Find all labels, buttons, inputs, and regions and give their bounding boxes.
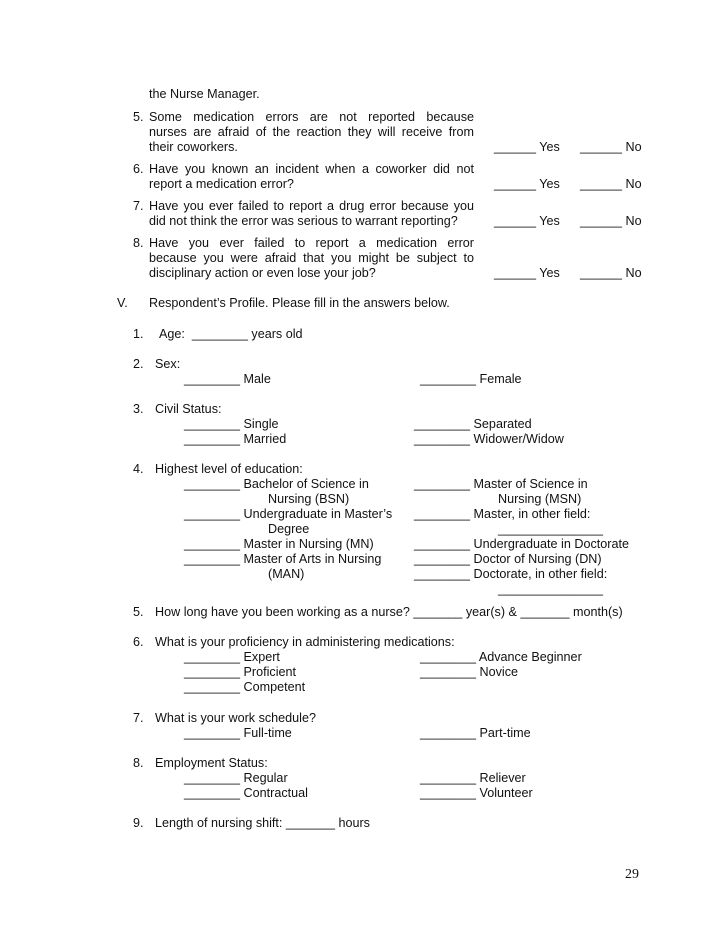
question-number: 8.	[133, 236, 144, 250]
question-number: 5.	[133, 605, 144, 619]
question-line: report a medication error?	[149, 177, 294, 191]
q7-no-blank[interactable]: ______ No	[580, 214, 642, 228]
question-number: 4.	[133, 462, 144, 476]
education-option-msn[interactable]: ________ Master of Science in	[414, 477, 588, 491]
sex-option-male[interactable]: ________ Male	[184, 372, 271, 386]
work-schedule-label: What is your work schedule?	[155, 711, 316, 725]
civil-option-widower[interactable]: ________ Widower/Widow	[414, 432, 564, 446]
education-option-msn-cont: Nursing (MSN)	[498, 492, 582, 506]
employment-status-label: Employment Status:	[155, 756, 268, 770]
proficiency-option-expert[interactable]: ________ Expert	[184, 650, 280, 664]
question-line: Some medication errors are not reported because	[149, 110, 474, 124]
question-line: their coworkers.	[149, 140, 238, 154]
question-5-text	[149, 110, 474, 155]
civil-option-married[interactable]: ________ Married	[184, 432, 287, 446]
q5-no-blank[interactable]: ______ No	[580, 140, 642, 154]
question-number: 2.	[133, 357, 144, 371]
question-number: 6.	[133, 635, 144, 649]
question-line: disciplinary action or even lose your job?	[149, 266, 376, 280]
education-option-other-master[interactable]: ________ Master, in other field:	[414, 507, 591, 521]
civil-option-separated[interactable]: ________ Separated	[414, 417, 532, 431]
question-number: 3.	[133, 402, 144, 416]
employment-option-regular[interactable]: ________ Regular	[184, 771, 288, 785]
employment-option-reliever[interactable]: ________ Reliever	[420, 771, 526, 785]
question-line: nurses are afraid of the reaction they will receive from	[149, 125, 474, 139]
other-master-blank[interactable]: _______________	[498, 522, 604, 536]
proficiency-option-proficient[interactable]: ________ Proficient	[184, 665, 297, 679]
q8-no-blank[interactable]: ______ No	[580, 266, 642, 280]
education-label: Highest level of education:	[155, 462, 303, 476]
employment-option-volunteer[interactable]: ________ Volunteer	[420, 786, 533, 800]
page-number: 29	[625, 867, 639, 882]
question-line: because you were afraid that you might be subject to	[149, 251, 474, 265]
question-number: 1.	[133, 327, 144, 341]
question-number: 7.	[133, 199, 144, 213]
other-doctorate-blank[interactable]: _______________	[498, 582, 604, 596]
section-heading: Respondent’s Profile. Please fill in the answers below.	[149, 296, 450, 310]
education-option-man[interactable]: ________ Master of Arts in Nursing	[184, 552, 382, 566]
education-option-bsn[interactable]: ________ Bachelor of Science in	[184, 477, 369, 491]
education-option-other-doctorate[interactable]: ________ Doctorate, in other field:	[414, 567, 608, 581]
sex-option-female[interactable]: ________ Female	[420, 372, 522, 386]
question-line: Have you known an incident when a coworker did not	[149, 162, 474, 176]
carryover-text: the Nurse Manager.	[149, 87, 260, 101]
question-number: 7.	[133, 711, 144, 725]
question-line: Have you ever failed to report a drug error because you	[149, 199, 474, 213]
proficiency-option-novice[interactable]: ________ Novice	[420, 665, 519, 679]
education-option-undergrad-masters-cont: Degree	[268, 522, 310, 536]
shift-length-field[interactable]: Length of nursing shift: _______ hours	[155, 816, 370, 830]
proficiency-option-competent[interactable]: ________ Competent	[184, 680, 306, 694]
question-number: 6.	[133, 162, 144, 176]
schedule-option-part-time[interactable]: ________ Part-time	[420, 726, 531, 740]
proficiency-option-advance-beginner[interactable]: ________ Advance Beginner	[420, 650, 582, 664]
education-option-undergrad-masters[interactable]: ________ Undergraduate in Master’s	[184, 507, 393, 521]
q8-yes-blank[interactable]: ______ Yes	[494, 266, 560, 280]
proficiency-label: What is your proficiency in administering medications:	[155, 635, 455, 649]
sex-label: Sex:	[155, 357, 181, 371]
q7-yes-blank[interactable]: ______ Yes	[494, 214, 560, 228]
q6-yes-blank[interactable]: ______ Yes	[494, 177, 560, 191]
question-6-text	[149, 162, 474, 192]
schedule-option-full-time[interactable]: ________ Full-time	[184, 726, 292, 740]
section-numeral: V.	[117, 296, 128, 310]
question-number: 8.	[133, 756, 144, 770]
education-option-man-cont: (MAN)	[268, 567, 305, 581]
employment-option-contractual[interactable]: ________ Contractual	[184, 786, 308, 800]
question-line: Have you ever failed to report a medication error	[149, 236, 474, 250]
education-option-dn[interactable]: ________ Doctor of Nursing (DN)	[414, 552, 602, 566]
question-7-text	[149, 199, 474, 229]
years-working-field[interactable]: How long have you been working as a nurse? _______ year(s) & _______ month(s)	[155, 605, 623, 619]
education-option-undergrad-doctorate[interactable]: ________ Undergraduate in Doctorate	[414, 537, 629, 551]
question-line: did not think the error was serious to warrant reporting?	[149, 214, 458, 228]
question-number: 5.	[133, 110, 144, 124]
q6-no-blank[interactable]: ______ No	[580, 177, 642, 191]
civil-option-single[interactable]: ________ Single	[184, 417, 279, 431]
education-option-mn[interactable]: ________ Master in Nursing (MN)	[184, 537, 374, 551]
question-8-text	[149, 236, 474, 281]
age-field[interactable]: Age: ________ years old	[159, 327, 303, 341]
civil-status-label: Civil Status:	[155, 402, 222, 416]
q5-yes-blank[interactable]: ______ Yes	[494, 140, 560, 154]
question-number: 9.	[133, 816, 144, 830]
education-option-bsn-cont: Nursing (BSN)	[268, 492, 350, 506]
